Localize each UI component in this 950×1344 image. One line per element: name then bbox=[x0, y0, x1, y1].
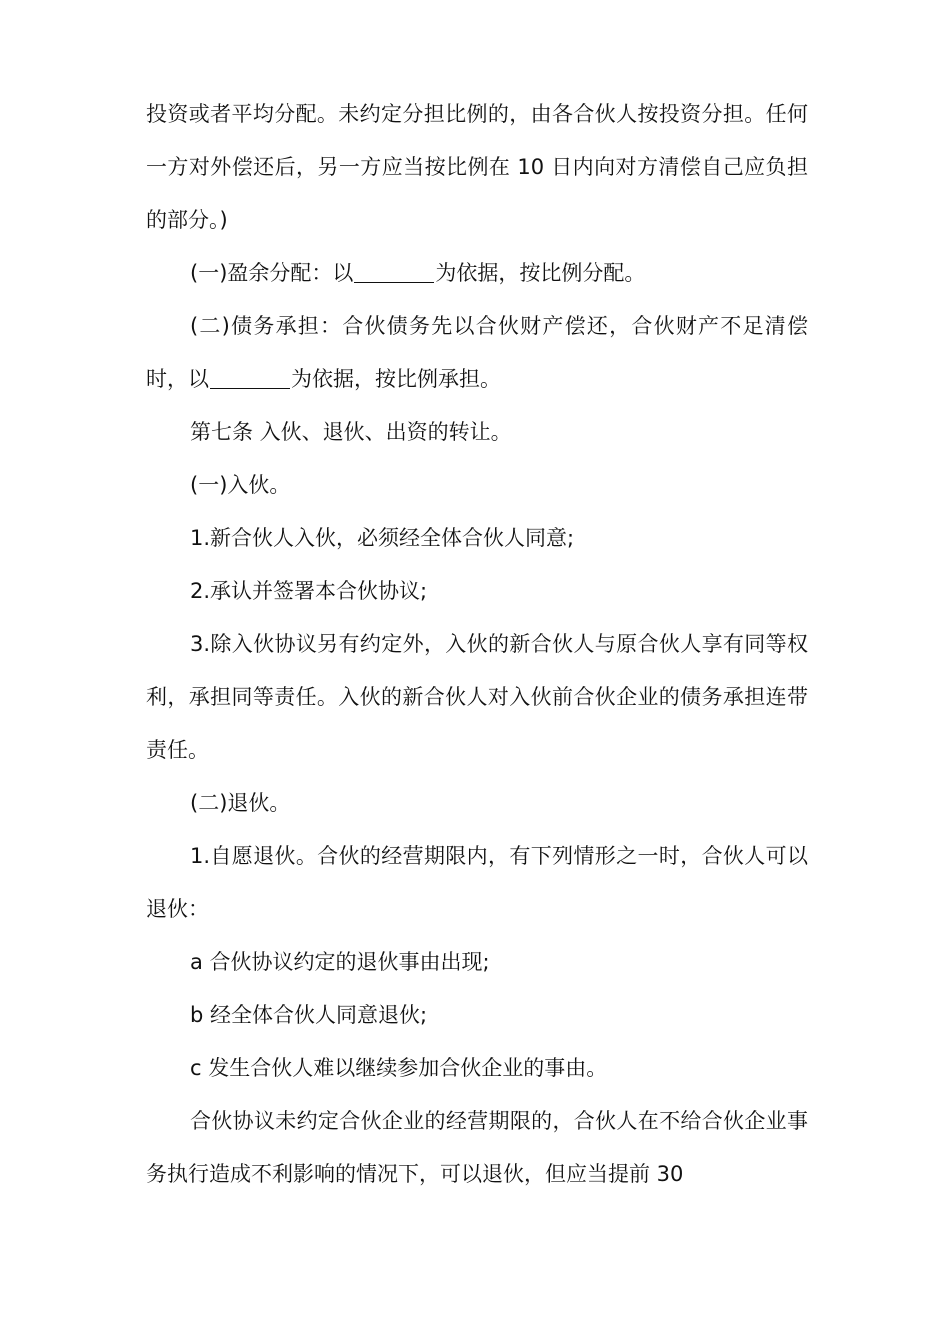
paragraph-text: 为依据，按比例分配。 bbox=[435, 261, 646, 285]
paragraph-text: (一)入伙。 bbox=[190, 473, 291, 497]
paragraph-text: a 合伙协议约定的退伙事由出现; bbox=[190, 950, 490, 974]
list-item-withdrawal-a bbox=[146, 936, 808, 989]
paragraph-text: (一)盈余分配：以 bbox=[190, 261, 354, 285]
article-seven-heading bbox=[146, 406, 808, 459]
fill-in-blank bbox=[210, 367, 290, 389]
list-item-joining-1 bbox=[146, 512, 808, 565]
section-withdrawal-heading bbox=[146, 777, 808, 830]
paragraph-debt-bearing bbox=[146, 300, 808, 406]
fill-in-blank bbox=[354, 261, 434, 283]
paragraph-text: 合伙协议未约定合伙企业的经营期限的，合伙人在不给合伙企业事务执行造成不利影响的情况下，可以退伙，但应当提前 30 bbox=[146, 1109, 808, 1186]
paragraph-text: 1.自愿退伙。合伙的经营期限内，有下列情形之一时，合伙人可以退伙： bbox=[146, 844, 808, 921]
document-page bbox=[146, 88, 808, 1201]
paragraph-text: 2.承认并签署本合伙协议; bbox=[190, 579, 428, 603]
paragraph-text: 为依据，按比例承担。 bbox=[291, 367, 501, 391]
list-item-joining-2 bbox=[146, 565, 808, 618]
list-item-withdrawal-c bbox=[146, 1042, 808, 1095]
list-item-joining-3 bbox=[146, 618, 808, 777]
list-item-withdrawal-b bbox=[146, 989, 808, 1042]
paragraph-text: c 发生合伙人难以继续参加合伙企业的事由。 bbox=[190, 1056, 608, 1080]
paragraph-text: 1.新合伙人入伙，必须经全体合伙人同意; bbox=[190, 526, 575, 550]
paragraph-text: (二)退伙。 bbox=[190, 791, 291, 815]
paragraph-text: 投资或者平均分配。未约定分担比例的，由各合伙人按投资分担。任何一方对外偿还后，另一方应当按比例在 10 日内向对方清偿自己应负担的部分。) bbox=[146, 102, 808, 232]
paragraph-text: (二)债务承担：合伙债务先以合伙财产偿还，合伙财产不足清偿时，以 bbox=[146, 314, 808, 391]
section-joining-heading bbox=[146, 459, 808, 512]
paragraph-unspecified-term bbox=[146, 1095, 808, 1201]
list-item-voluntary-withdrawal bbox=[146, 830, 808, 936]
paragraph-text: 第七条 入伙、退伙、出资的转让。 bbox=[190, 420, 512, 444]
paragraph-surplus-distribution bbox=[146, 247, 808, 300]
paragraph-profit-loss-continuation bbox=[146, 88, 808, 247]
paragraph-text: b 经全体合伙人同意退伙; bbox=[190, 1003, 428, 1027]
paragraph-text: 3.除入伙协议另有约定外，入伙的新合伙人与原合伙人享有同等权利，承担同等责任。入伙的新合伙人对入伙前合伙企业的债务承担连带责任。 bbox=[146, 632, 808, 762]
